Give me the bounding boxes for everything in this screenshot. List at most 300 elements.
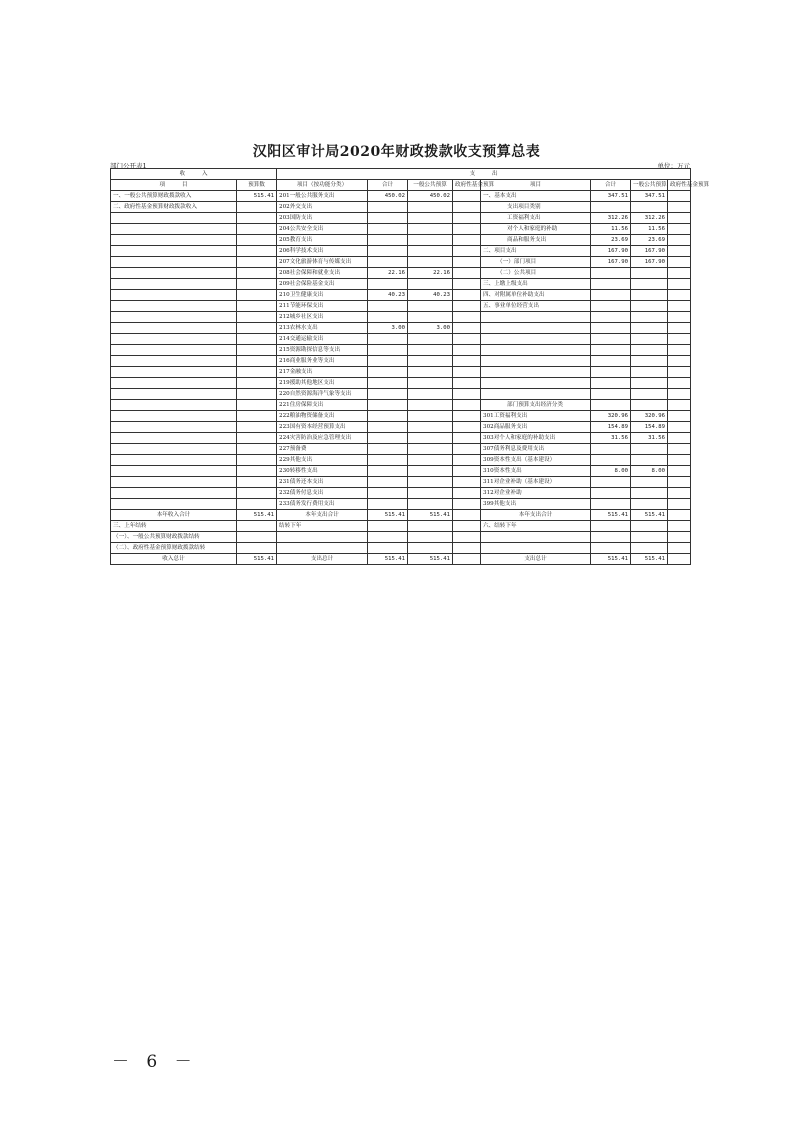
income-item-cell [111,345,237,356]
expense-fund-budget-cell [453,389,481,400]
expense-total-2-cell [591,499,631,510]
expense-fund-budget-cell [453,532,481,543]
expense-item-cell: 307债务利息及费用支出 [481,444,591,455]
expense-func-item-cell: 231债务还本支出 [277,477,368,488]
expense-fund-budget-cell [453,334,481,345]
expense-fund-budget-cell [453,378,481,389]
expense-fund-budget-cell [453,290,481,301]
expense-total-cell [368,312,408,323]
expense-total-2-cell [591,268,631,279]
income-budget-cell [237,532,277,543]
income-budget-cell [237,235,277,246]
expense-total-2-cell: 154.89 [591,422,631,433]
expense-total-cell [368,477,408,488]
expense-total-cell [368,543,408,554]
expense-item-cell: 六、结转下年 [481,521,591,532]
expense-fund-budget-2-cell [668,532,691,543]
expense-total-cell [368,367,408,378]
expense-item-cell: 309资本性支出（基本建设） [481,455,591,466]
expense-gen-budget-cell [408,202,453,213]
income-item-cell [111,411,237,422]
expense-total-cell [368,202,408,213]
header-row-1 [111,169,691,180]
expense-gen-budget-cell [408,235,453,246]
expense-gen-budget-cell: 22.16 [408,268,453,279]
table-row [111,455,691,466]
expense-fund-budget-cell [453,345,481,356]
expense-fund-budget-2-cell [668,345,691,356]
expense-func-item-cell: 232债务付息支出 [277,488,368,499]
expense-item-cell: 支出项目类别 [481,202,591,213]
expense-fund-budget-2-cell [668,301,691,312]
expense-item-cell: （二）公共项目 [481,268,591,279]
income-item-cell [111,433,237,444]
income-item-cell [111,323,237,334]
income-budget-cell [237,499,277,510]
expense-fund-budget-cell [453,301,481,312]
expense-fund-budget-cell [453,433,481,444]
expense-fund-budget-2-cell [668,411,691,422]
expense-gen-budget-2-cell: 167.90 [631,246,668,257]
income-budget-cell [237,411,277,422]
expense-fund-budget-cell [453,422,481,433]
expense-item-cell: 商品和服务支出 [481,235,591,246]
expense-gen-budget-2-cell [631,477,668,488]
expense-gen-budget-cell [408,213,453,224]
col-gen-budget: 一般公共预算 [408,180,453,191]
expense-item-cell [481,334,591,345]
income-item-cell: 本年收入合计 [111,510,237,521]
expense-gen-budget-cell [408,334,453,345]
expense-total-2-cell [591,279,631,290]
expense-func-item-cell: 211节能环保支出 [277,301,368,312]
unit-label: 单位：万元 [657,162,690,170]
income-item-cell [111,378,237,389]
expense-fund-budget-2-cell [668,389,691,400]
col-gen-budget-2: 一般公共预算 [631,180,668,191]
expense-gen-budget-cell [408,499,453,510]
income-budget-cell [237,433,277,444]
expense-item-cell [481,389,591,400]
table-number: 部门公开表1 [110,162,147,170]
expense-fund-budget-cell [453,477,481,488]
expense-total-cell [368,499,408,510]
expense-func-item-cell: 222粮油物资储备支出 [277,411,368,422]
expense-total-2-cell [591,290,631,301]
expense-gen-budget-cell [408,378,453,389]
income-budget-cell [237,356,277,367]
income-budget-cell [237,279,277,290]
table-row [111,202,691,213]
expense-total-cell [368,532,408,543]
expense-fund-budget-2-cell [668,466,691,477]
income-item-cell: 收入总计 [111,554,237,565]
table-row [111,378,691,389]
expense-fund-budget-cell [453,356,481,367]
expense-item-cell [481,543,591,554]
expense-fund-budget-cell [453,510,481,521]
expense-gen-budget-cell [408,455,453,466]
expense-total-cell: 450.02 [368,191,408,202]
expense-total-cell [368,345,408,356]
expense-total-2-cell [591,488,631,499]
expense-total-cell [368,356,408,367]
income-budget-cell: 515.41 [237,510,277,521]
carry-row [111,532,691,543]
expense-fund-budget-cell [453,367,481,378]
expense-fund-budget-2-cell [668,268,691,279]
expense-gen-budget-cell [408,312,453,323]
table-row [111,356,691,367]
expense-item-cell: 部门预算支出经济分类 [481,400,591,411]
income-budget-cell [237,202,277,213]
expense-gen-budget-2-cell [631,488,668,499]
income-item-cell: 二、政府性基金预算财政拨款收入 [111,202,237,213]
expense-total-2-cell: 167.90 [591,257,631,268]
expense-total-2-cell: 515.41 [591,554,631,565]
expense-total-2-cell [591,400,631,411]
expense-total-cell: 22.16 [368,268,408,279]
expense-total-2-cell: 312.26 [591,213,631,224]
expense-fund-budget-2-cell [668,257,691,268]
expense-gen-budget-2-cell: 8.00 [631,466,668,477]
expense-fund-budget-cell [453,268,481,279]
expense-fund-budget-2-cell [668,235,691,246]
table-row [111,488,691,499]
income-budget-cell [237,301,277,312]
expense-fund-budget-2-cell [668,510,691,521]
table-row [111,323,691,334]
income-item-cell [111,499,237,510]
expense-item-cell [481,323,591,334]
expense-fund-budget-2-cell [668,521,691,532]
table-row [111,312,691,323]
expense-item-cell: 399其他支出 [481,499,591,510]
income-budget-cell [237,543,277,554]
expense-func-item-cell: 220自然资源海洋气象等支出 [277,389,368,400]
expense-total-cell [368,444,408,455]
col-exp-item: 项目 [481,180,591,191]
expense-gen-budget-2-cell: 31.56 [631,433,668,444]
expense-total-cell [368,246,408,257]
expense-func-item-cell: 224灾害防治及应急管理支出 [277,433,368,444]
expense-item-cell: 四、对附属单位补助支出 [481,290,591,301]
income-budget-cell: 515.41 [237,554,277,565]
expense-fund-budget-cell [453,521,481,532]
expense-gen-budget-cell [408,345,453,356]
table-row [111,422,691,433]
expense-total-cell [368,400,408,411]
expense-gen-budget-2-cell [631,378,668,389]
expense-fund-budget-2-cell [668,312,691,323]
budget-table [110,168,710,565]
income-item-cell [111,356,237,367]
expense-func-item-cell: 219援助其他地区支出 [277,378,368,389]
income-item-cell [111,488,237,499]
subtotal-row [111,510,691,521]
expense-gen-budget-2-cell [631,543,668,554]
table-row [111,400,691,411]
expense-fund-budget-cell [453,235,481,246]
expense-gen-budget-cell [408,301,453,312]
table-row [111,257,691,268]
expense-total-2-cell: 167.90 [591,246,631,257]
expense-func-item-cell: 216商业服务业等支出 [277,356,368,367]
expense-total-cell [368,257,408,268]
income-item-cell [111,312,237,323]
expense-func-item-cell: 本年支出合计 [277,510,368,521]
expense-gen-budget-cell: 515.41 [408,554,453,565]
expense-fund-budget-2-cell [668,400,691,411]
expense-func-item-cell: 217金融支出 [277,367,368,378]
expense-total-2-cell: 31.56 [591,433,631,444]
expense-gen-budget-cell [408,488,453,499]
income-budget-cell [237,378,277,389]
expense-fund-budget-cell [453,202,481,213]
expense-func-item-cell: 212城乡社区支出 [277,312,368,323]
table-row [111,389,691,400]
table-row [111,235,691,246]
expense-item-cell [481,345,591,356]
expense-fund-budget-cell [453,466,481,477]
income-item-cell [111,246,237,257]
expense-fund-budget-cell [453,246,481,257]
table-row [111,334,691,345]
income-budget-cell [237,345,277,356]
expense-total-2-cell [591,323,631,334]
expense-gen-budget-cell: 515.41 [408,510,453,521]
expense-gen-budget-2-cell: 11.56 [631,224,668,235]
expense-func-item-cell: 206科学技术支出 [277,246,368,257]
income-budget-cell [237,257,277,268]
expense-gen-budget-cell: 450.02 [408,191,453,202]
expense-item-cell: 工资福利支出 [481,213,591,224]
expense-total-2-cell [591,334,631,345]
expense-gen-budget-2-cell [631,367,668,378]
expense-fund-budget-2-cell [668,191,691,202]
expense-fund-budget-cell [453,279,481,290]
expense-gen-budget-cell [408,389,453,400]
expense-func-item-cell: 209社会保险基金支出 [277,279,368,290]
expense-gen-budget-2-cell [631,444,668,455]
expense-total-cell [368,521,408,532]
expense-total-cell: 515.41 [368,554,408,565]
expense-total-2-cell [591,543,631,554]
table-row [111,466,691,477]
expense-gen-budget-2-cell [631,521,668,532]
expense-gen-budget-2-cell [631,312,668,323]
income-item-cell [111,235,237,246]
expense-gen-budget-2-cell [631,455,668,466]
expense-item-cell: 支出总计 [481,554,591,565]
carry-row [111,543,691,554]
expense-fund-budget-2-cell [668,433,691,444]
expense-item-cell: 303对个人和家庭的补助支出 [481,433,591,444]
income-item-cell [111,466,237,477]
expense-item-cell: 三、上缴上级支出 [481,279,591,290]
expense-func-item-cell: 205教育支出 [277,235,368,246]
income-budget-cell [237,323,277,334]
income-item-cell [111,477,237,488]
expense-gen-budget-cell [408,246,453,257]
expense-item-cell: 310资本性支出 [481,466,591,477]
col-income-item: 项 目 [111,180,237,191]
expense-func-item-cell: 210卫生健康支出 [277,290,368,301]
table-row [111,268,691,279]
expense-item-cell: 对个人和家庭的补助 [481,224,591,235]
expense-fund-budget-2-cell [668,488,691,499]
expense-func-item-cell: 221住房保障支出 [277,400,368,411]
expense-total-2-cell [591,301,631,312]
table-row [111,224,691,235]
expense-gen-budget-cell [408,356,453,367]
table-row [111,499,691,510]
expense-gen-budget-cell [408,543,453,554]
income-budget-cell [237,422,277,433]
income-item-cell [111,455,237,466]
expense-item-cell [481,367,591,378]
income-budget-cell [237,290,277,301]
header-row-2 [111,180,691,191]
expense-fund-budget-2-cell [668,499,691,510]
expense-fund-budget-2-cell [668,543,691,554]
expense-total-2-cell [591,521,631,532]
table-row [111,213,691,224]
expense-fund-budget-cell [453,488,481,499]
expense-total-cell: 40.23 [368,290,408,301]
expense-gen-budget-cell [408,422,453,433]
income-item-cell [111,290,237,301]
expense-total-2-cell [591,532,631,543]
expense-item-cell: 二、项目支出 [481,246,591,257]
expense-total-cell [368,213,408,224]
expense-total-cell [368,433,408,444]
col-budget: 预算数 [237,180,277,191]
expense-total-2-cell [591,345,631,356]
expense-gen-budget-2-cell [631,290,668,301]
expense-fund-budget-2-cell [668,477,691,488]
expense-func-item-cell: 204公共安全支出 [277,224,368,235]
expense-fund-budget-cell [453,411,481,422]
expense-gen-budget-2-cell [631,499,668,510]
expense-total-2-cell [591,444,631,455]
expense-gen-budget-cell [408,400,453,411]
table-row [111,433,691,444]
income-budget-cell [237,268,277,279]
expense-func-item-cell: 201一般公共服务支出 [277,191,368,202]
expense-item-cell [481,356,591,367]
expense-fund-budget-2-cell [668,202,691,213]
expense-total-cell [368,224,408,235]
table-row [111,444,691,455]
carry-row [111,521,691,532]
income-item-cell [111,400,237,411]
income-item-cell [111,224,237,235]
col-fund-budget-2: 政府性基金预算 [668,180,691,191]
expense-total-cell [368,466,408,477]
expense-func-item-cell: 233债务发行费用支出 [277,499,368,510]
expense-gen-budget-cell: 40.23 [408,290,453,301]
expense-gen-budget-2-cell: 347.51 [631,191,668,202]
expense-gen-budget-cell [408,532,453,543]
income-item-cell: （一）、一般公共预算财政拨款结转 [111,532,237,543]
expense-gen-budget-cell [408,224,453,235]
expense-total-2-cell [591,389,631,400]
table-row [111,246,691,257]
col-total-2: 合计 [591,180,631,191]
income-item-cell [111,213,237,224]
expense-gen-budget-2-cell: 167.90 [631,257,668,268]
expense-fund-budget-cell [453,224,481,235]
expense-gen-budget-cell: 3.00 [408,323,453,334]
income-budget-cell [237,488,277,499]
expense-gen-budget-2-cell [631,334,668,345]
expense-func-item-cell: 223国有资本经营预算支出 [277,422,368,433]
expense-gen-budget-2-cell: 320.96 [631,411,668,422]
expense-total-cell: 515.41 [368,510,408,521]
expense-item-cell [481,312,591,323]
income-header: 收 入 [111,169,277,180]
expense-func-item-cell: 215资源勘探信息等支出 [277,345,368,356]
expense-gen-budget-cell [408,521,453,532]
expense-gen-budget-2-cell: 312.26 [631,213,668,224]
expense-item-cell: 312对企业补助 [481,488,591,499]
expense-gen-budget-cell [408,279,453,290]
expense-item-cell: （一）部门项目 [481,257,591,268]
expense-fund-budget-2-cell [668,279,691,290]
income-budget-cell: 515.41 [237,191,277,202]
income-budget-cell [237,367,277,378]
expense-gen-budget-2-cell: 515.41 [631,510,668,521]
income-item-cell: （二）、政府性基金预算财政拨款结转 [111,543,237,554]
expense-func-item-cell: 230转移性支出 [277,466,368,477]
expense-func-item-cell: 207文化旅游体育与传媒支出 [277,257,368,268]
expense-func-item-cell: 227预备费 [277,444,368,455]
expense-fund-budget-2-cell [668,224,691,235]
expense-fund-budget-2-cell [668,356,691,367]
expense-item-cell: 一、基本支出 [481,191,591,202]
income-item-cell [111,389,237,400]
income-item-cell [111,257,237,268]
expense-gen-budget-2-cell [631,356,668,367]
income-budget-cell [237,312,277,323]
expense-func-item-cell: 支出总计 [277,554,368,565]
expense-gen-budget-2-cell: 154.89 [631,422,668,433]
expense-gen-budget-cell [408,477,453,488]
expense-func-item-cell [277,543,368,554]
col-fund-budget: 政府性基金预算 [453,180,481,191]
expense-gen-budget-2-cell [631,323,668,334]
expense-gen-budget-cell [408,257,453,268]
expense-fund-budget-cell [453,499,481,510]
expense-gen-budget-2-cell: 515.41 [631,554,668,565]
expense-fund-budget-cell [453,312,481,323]
table-row [111,411,691,422]
income-budget-cell [237,444,277,455]
col-total: 合计 [368,180,408,191]
expense-total-cell [368,411,408,422]
expense-gen-budget-2-cell [631,345,668,356]
expense-fund-budget-2-cell [668,455,691,466]
expense-func-item-cell: 213农林水支出 [277,323,368,334]
expense-gen-budget-2-cell [631,202,668,213]
expense-total-2-cell [591,356,631,367]
expense-fund-budget-2-cell [668,554,691,565]
expense-fund-budget-2-cell [668,444,691,455]
expense-func-item-cell: 208社会保障和就业支出 [277,268,368,279]
income-item-cell [111,422,237,433]
expense-total-cell [368,334,408,345]
